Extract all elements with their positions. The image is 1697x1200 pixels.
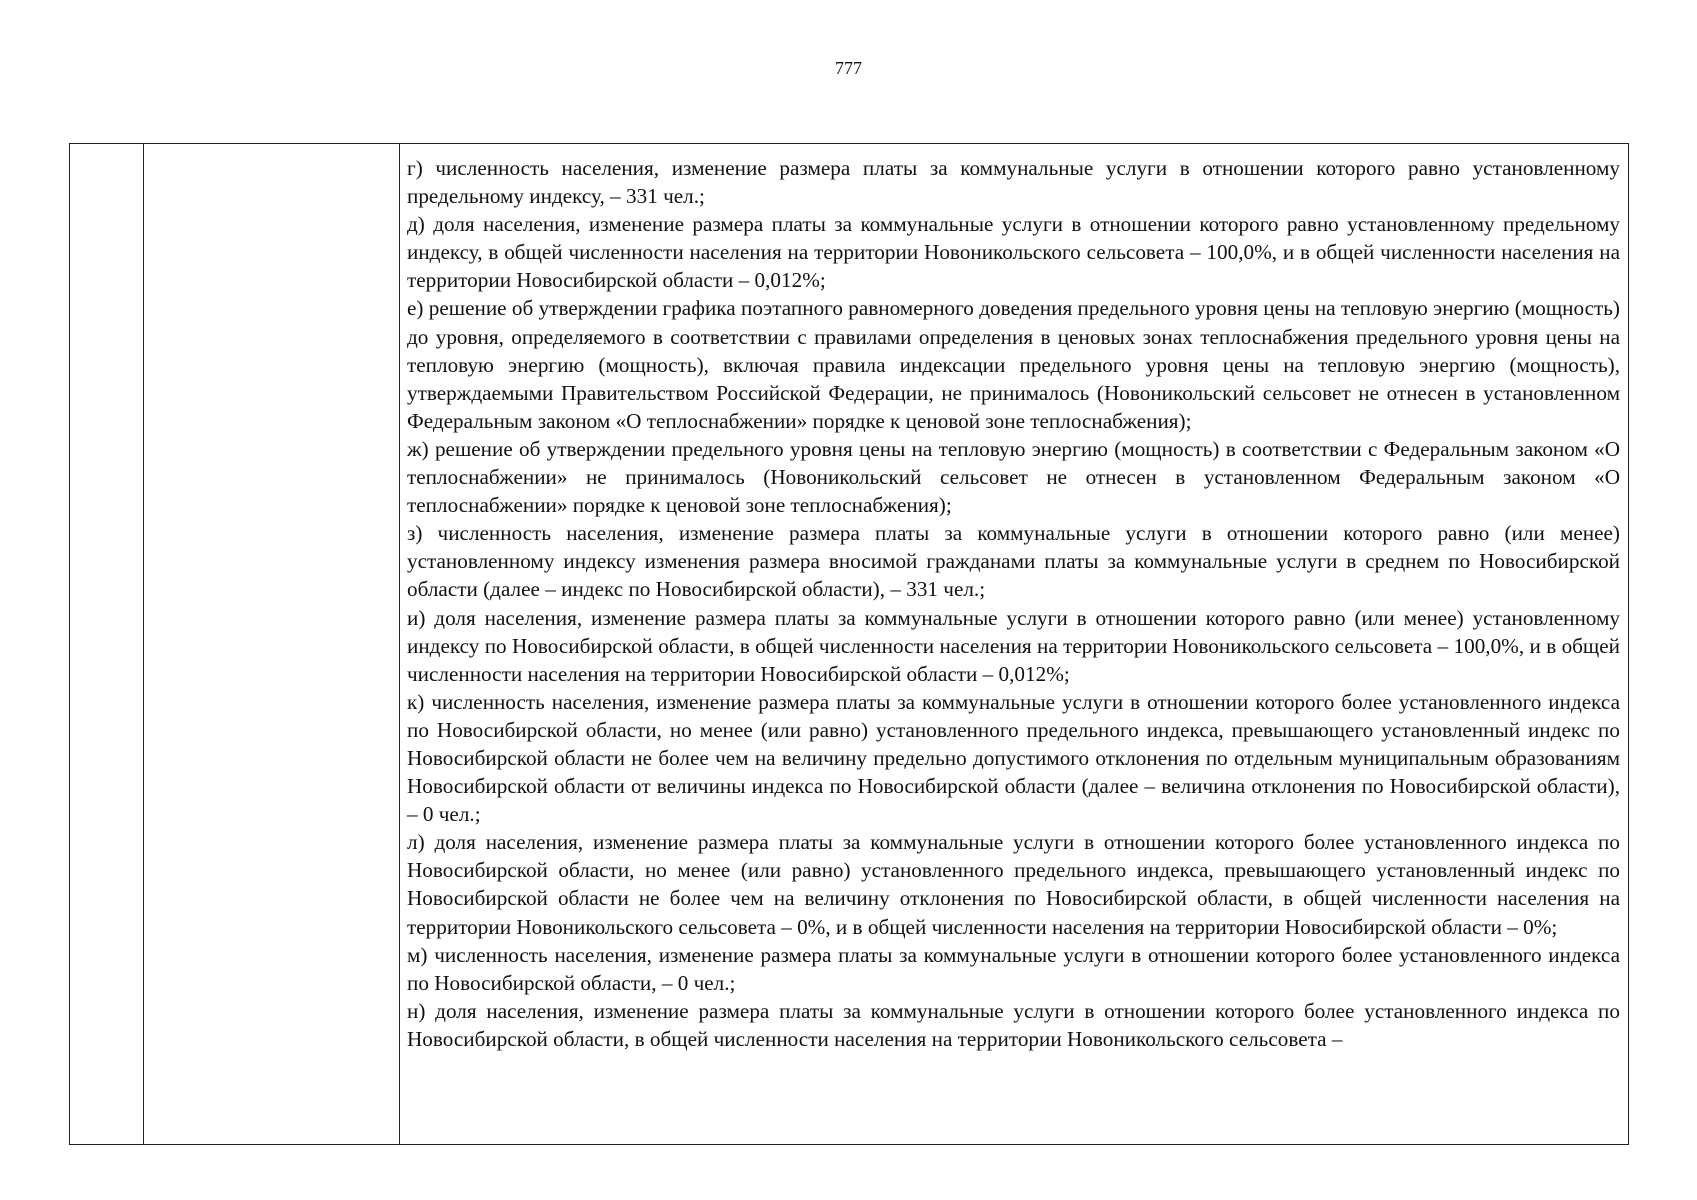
table-cell-content: [400, 144, 1629, 1145]
table-row: [70, 144, 1629, 1145]
paragraph-z: з) численность населения, изменение размера платы за коммунальные услуги в отношении которого равно (или менее) установленному индексу изменения размера вносимой гражданами платы за коммунальные услуги в среднем по Новосибирской области (далее – индекс по Новосибирской области), – 331 чел.;: [407, 521, 1620, 602]
paragraph-zh: ж) решение об утверждении предельного уровня цены на тепловую энергию (мощность) в соответствии с Федеральным законом «О теплоснабжении» не принималось (Новоникольский сельсовет не отнесен в установленном Федеральным законом «О теплоснабжении» порядке к ценовой зоне теплоснабжения);: [407, 436, 1620, 518]
document-table: [69, 143, 1629, 1145]
page-number: 777: [835, 58, 862, 78]
table-cell-number: [70, 144, 144, 1145]
paragraph-g: г) численность населения, изменение размера платы за коммунальные услуги в отношении которого равно установленному предельному индексу, – 331 чел.;: [407, 156, 1620, 209]
paragraph-m: м) численность населения, изменение размера платы за коммунальные услуги в отношении которого более установленного индекса по Новосибирской области, – 0 чел.;: [407, 942, 1620, 995]
paragraph-i: и) доля населения, изменение размера платы за коммунальные услуги в отношении которого равно (или менее) установленному индексу по Новосибирской области, в общей численности населения на территории Новоникольского сельсовета – 100,0%, и в общей численности населения на территории Новосибирской области – 0,012%;: [407, 605, 1620, 686]
paragraph-n: н) доля населения, изменение размера платы за коммунальные услуги в отношении которого более установленного индекса по Новосибирской области, в общей численности населения на территории Новоникольского сельсовета –: [407, 998, 1620, 1051]
paragraph-d: д) доля населения, изменение размера платы за коммунальные услуги в отношении которого равно установленному предельному индексу, в общей численности населения на территории Новоникольского сельсовета – 100,0%, и в общей численности населения на территории Новосибирской области – 0,012%;: [407, 212, 1620, 293]
table-cell-name: [144, 144, 400, 1145]
paragraph-k: к) численность населения, изменение размера платы за коммунальные услуги в отношении которого более установленного индекса по Новосибирской области, но менее (или равно) установленного предельного индекса, превышающего установленный индекс по Новосибирской области не более чем на величину предельно допустимого отклонения по отдельным муниципальным образованиям Новосибирской области от величины индекса по Новосибирской области (далее – величина отклонения по Новосибирской области), – 0 чел.;: [407, 689, 1620, 827]
paragraph-e: е) решение об утверждении графика поэтапного равномерного доведения предельного уровня цены на тепловую энергию (мощность) до уровня, определяемого в соответствии с правилами определения в ценовых зонах теплоснабжения предельного уровня цены на тепловую энергию (мощность), включая правила индексации предельного уровня цены на тепловую энергию (мощность), утверждаемыми Правительством Российской Федерации, не принималось (Новоникольский сельсовет не отнесен в установленном Федеральным законом «О теплоснабжении» порядке к ценовой зоне теплоснабжения);: [407, 296, 1620, 433]
paragraph-l: л) доля населения, изменение размера платы за коммунальные услуги в отношении которого более установленного индекса по Новосибирской области, но менее (или равно) установленного предельного индекса, превышающего установленный индекс по Новосибирской области не более чем на величину отклонения по Новосибирской области, в общей численности населения на территории Новоникольского сельсовета – 0%, и в общей численности населения на территории Новосибирской области – 0%;: [407, 830, 1620, 939]
